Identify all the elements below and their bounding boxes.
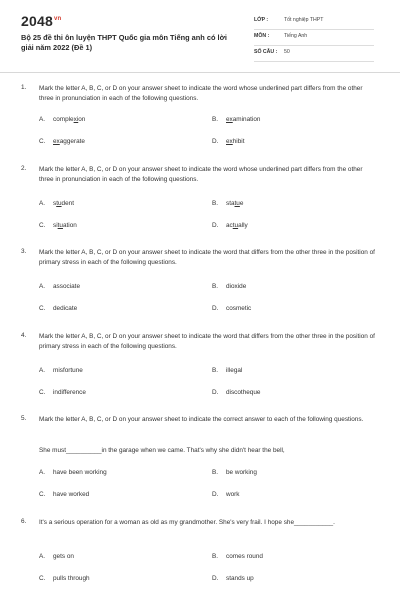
option-c[interactable]: C. situation: [39, 222, 77, 229]
option-a[interactable]: A. associate: [39, 283, 80, 290]
logo-suffix: vn: [53, 16, 62, 23]
option-a[interactable]: A. student: [39, 200, 74, 207]
question-text: Mark the letter A, B, C, or D on your answer sheet to indicate the word whose underlined part differs from the other three in pronunciation in each of the following questions.: [39, 85, 363, 102]
option-b[interactable]: B. illegal: [212, 367, 243, 374]
header-divider: [0, 72, 400, 73]
option-d[interactable]: D. stands up: [212, 575, 254, 582]
option-b[interactable]: B. examination: [212, 116, 261, 123]
meta-row-subject: [254, 30, 374, 46]
question-text: Mark the letter A, B, C, or D on your answer sheet to indicate the word that differs from the other three in the position of primary stress in each of the following questions.: [39, 249, 375, 266]
meta-value: Tốt nghiệp THPT: [284, 17, 324, 23]
option-c[interactable]: C. indifference: [39, 389, 86, 396]
option-c[interactable]: C. exaggerate: [39, 138, 85, 145]
option-b[interactable]: B. comes round: [212, 553, 263, 560]
option-a[interactable]: A. have been working: [39, 469, 107, 476]
question-text: Mark the letter A, B, C, or D on your answer sheet to indicate the word that differs from the other three in the position of primary stress in each of the following questions.: [39, 333, 375, 350]
option-b[interactable]: B. be working: [212, 469, 257, 476]
question-number: 5.: [21, 415, 27, 422]
question-text: Mark the letter A, B, C, or D on your answer sheet to indicate the correct answer to each of the following questions.: [39, 416, 364, 423]
question-text: It's a serious operation for a woman as old as my grandmother. She's very frail. I hope she___________.: [39, 519, 335, 526]
meta-label: MÔN :: [254, 33, 270, 39]
option-a[interactable]: A. complexion: [39, 116, 86, 123]
header: [0, 0, 400, 72]
option-c[interactable]: C. have worked: [39, 491, 90, 498]
option-a[interactable]: A. gets on: [39, 553, 74, 560]
option-d[interactable]: D. cosmetic: [212, 305, 252, 312]
logo-number: 2048: [21, 13, 53, 29]
question-number: 4.: [21, 332, 27, 339]
site-logo[interactable]: [21, 13, 61, 29]
option-c[interactable]: C. pulls through: [39, 575, 90, 582]
question-number: 3.: [21, 248, 27, 255]
option-c[interactable]: C. dedicate: [39, 305, 78, 312]
document-title: Bộ 25 đề thi ôn luyện THPT Quốc gia môn Tiếng anh có lời giải năm 2022 (Đề 1): [21, 33, 227, 52]
question-stem: She must__________in the garage when we came. That's why she didn't hear the bell,: [39, 447, 285, 454]
option-b[interactable]: B. statue: [212, 200, 244, 207]
meta-value: Tiếng Anh: [284, 33, 308, 39]
option-d[interactable]: D. actually: [212, 222, 248, 229]
option-d[interactable]: D. work: [212, 491, 240, 498]
meta-row-count: [254, 46, 374, 62]
meta-label: SỐ CÂU :: [254, 49, 278, 55]
option-a[interactable]: A. misfortune: [39, 367, 83, 374]
question-number: 6.: [21, 518, 27, 525]
question-text: Mark the letter A, B, C, or D on your answer sheet to indicate the word whose underlined part differs from the other three in pronunciation in each of the following questions.: [39, 166, 363, 183]
meta-row-class: [254, 14, 374, 30]
option-d[interactable]: D. discotheque: [212, 389, 261, 396]
option-b[interactable]: B. dioxide: [212, 283, 247, 290]
meta-box: [254, 14, 374, 62]
question-number: 1.: [21, 84, 27, 91]
option-d[interactable]: D. exhibit: [212, 138, 245, 145]
question-number: 2.: [21, 165, 27, 172]
meta-label: LỚP :: [254, 17, 269, 23]
meta-value: 50: [284, 49, 290, 55]
